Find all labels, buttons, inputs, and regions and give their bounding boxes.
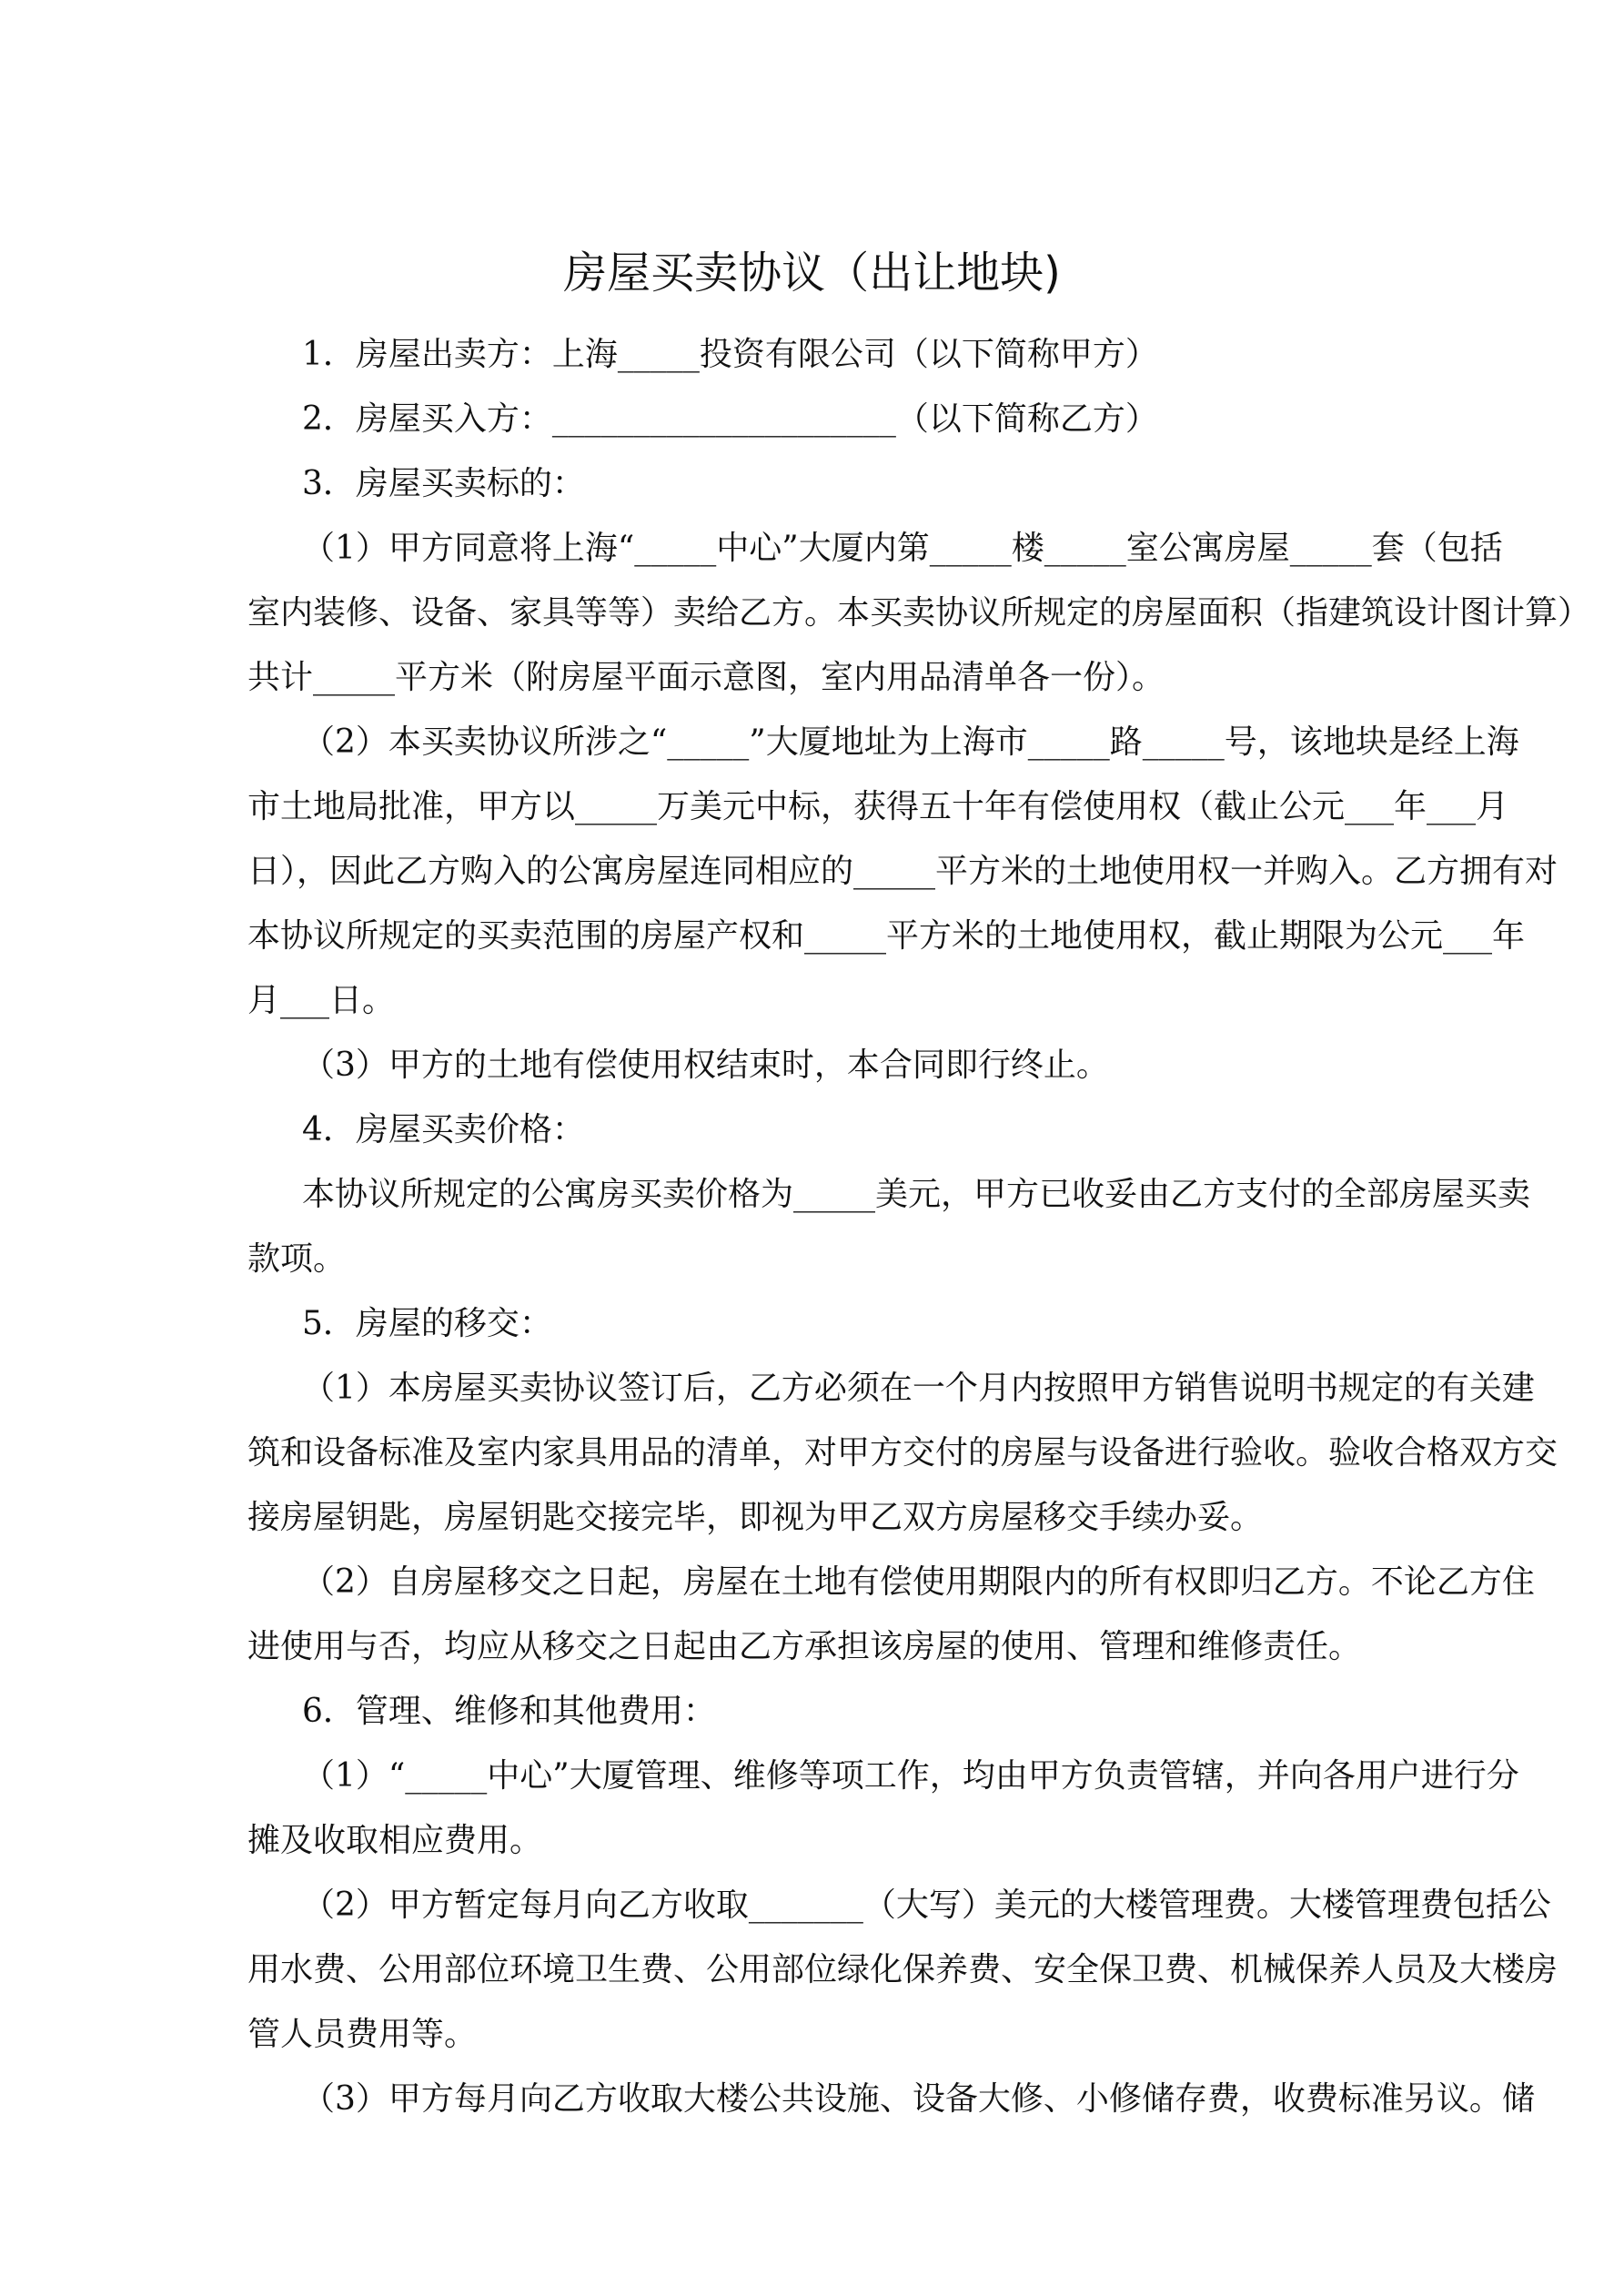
paragraph-line: 3．房屋买卖标的：	[302, 465, 585, 502]
paragraph-line: 接房屋钥匙，房屋钥匙交接完毕，即视为甲乙双方房屋移交手续办妥。	[247, 1499, 1264, 1536]
paragraph	[247, 2067, 1535, 2131]
paragraph	[247, 710, 1558, 1033]
paragraph-line: 进使用与否，均应从移交之日起由乙方承担该房屋的使用、管理和维修责任。	[247, 1628, 1362, 1665]
paragraph-line: 2．房屋买入方：_____________________（以下简称乙方）	[302, 400, 1158, 438]
paragraph-line: 共计_____平方米（附房屋平面示意图，室内用品清单各一份）。	[247, 659, 1165, 696]
document-title: 房屋买卖协议（出让地块)	[563, 248, 1061, 298]
paragraph-line: 室内装修、设备、家具等等）卖给乙方。本买卖协议所规定的房屋面积（指建筑设计图计算）	[247, 594, 1591, 632]
paragraph-line: 筑和设备标准及室内家具用品的清单，对甲方交付的房屋与设备进行验收。验收合格双方交	[247, 1434, 1558, 1472]
paragraph	[247, 1291, 1385, 1356]
paragraph-line: （1）甲方同意将上海“_____中心”大厦内第_____楼_____室公寓房屋_____套（包括	[302, 530, 1503, 567]
paragraph	[247, 1550, 1535, 1679]
paragraph-line: 本协议所规定的买卖范围的房屋产权和_____平方米的土地使用权，截止期限为公元___年	[247, 917, 1526, 955]
paragraph	[247, 1162, 1531, 1291]
paragraph	[247, 387, 1385, 451]
paragraph	[247, 1097, 1385, 1162]
paragraph-line: （1）“_____中心”大厦管理、维修等项工作，均由甲方负责管辖，并向各用户进行分	[302, 1757, 1519, 1795]
paragraph-line: （1）本房屋买卖协议签订后，乙方必须在一个月内按照甲方销售说明书规定的有关建	[302, 1370, 1535, 1407]
paragraph-line: 1．房屋出卖方：上海_____投资有限公司（以下简称甲方）	[302, 336, 1158, 373]
document-body	[247, 322, 1591, 2131]
paragraph	[247, 516, 1591, 710]
paragraph	[247, 1744, 1519, 1873]
paragraph	[247, 451, 1385, 516]
paragraph	[247, 1033, 1385, 1097]
paragraph-line: 款项。	[247, 1240, 347, 1278]
paragraph	[247, 1873, 1558, 2067]
paragraph-line: 月___日。	[247, 982, 396, 1019]
paragraph-line: （2）甲方暂定每月向乙方收取_______（大写）美元的大楼管理费。大楼管理费包括公	[302, 1886, 1551, 1924]
paragraph-line: 市土地局批准，甲方以_____万美元中标，获得五十年有偿使用权（截止公元___年___月	[247, 788, 1509, 825]
paragraph-line: （3）甲方每月向乙方收取大楼公共设施、设备大修、小修储存费，收费标准另议。储	[302, 2080, 1535, 2118]
paragraph-line: 6．管理、维修和其他费用：	[302, 1693, 716, 1730]
paragraph-line: 日），因此乙方购入的公寓房屋连同相应的_____平方米的土地使用权一并购入。乙方拥有对	[247, 853, 1558, 890]
paragraph-line: （2）自房屋移交之日起，房屋在土地有偿使用期限内的所有权即归乙方。不论乙方住	[302, 1563, 1535, 1601]
paragraph	[247, 1679, 1385, 1744]
paragraph-line: 5．房屋的移交：	[302, 1305, 552, 1342]
paragraph	[247, 1356, 1558, 1550]
paragraph-line: 摊及收取相应费用。	[247, 1822, 543, 1859]
paragraph-line: （3）甲方的土地有偿使用权结束时，本合同即行终止。	[302, 1047, 1109, 1084]
paragraph-line: （2）本买卖协议所涉之“_____”大厦地址为上海市_____路_____号，该地块是经上海	[302, 723, 1519, 761]
paragraph-line: 用水费、公用部位环境卫生费、公用部位绿化保养费、安全保卫费、机械保养人员及大楼房	[247, 1951, 1558, 1988]
paragraph	[247, 322, 1385, 387]
paragraph-line: 本协议所规定的公寓房买卖价格为_____美元，甲方已收妥由乙方支付的全部房屋买卖	[302, 1176, 1531, 1213]
paragraph-line: 管人员费用等。	[247, 2016, 478, 2053]
paragraph-line: 4．房屋买卖价格：	[302, 1111, 585, 1148]
